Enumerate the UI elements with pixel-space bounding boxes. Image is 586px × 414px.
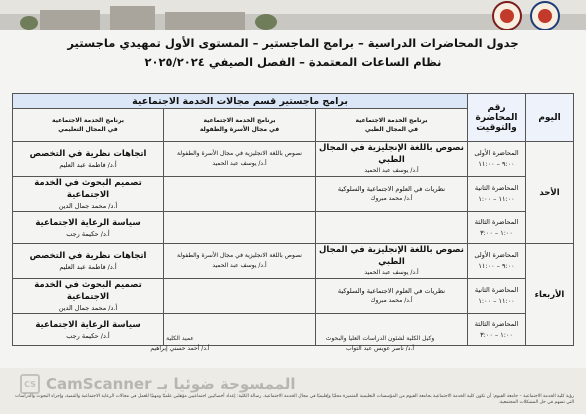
time-header-line2: والتوقيت [476, 122, 517, 133]
dean-signature [110, 334, 250, 354]
slot-label: المحاضرة الأولى [474, 251, 519, 259]
course-name: نظريات في العلوم الاجتماعية والسلوكية [337, 185, 446, 193]
course-name: نصوص باللغة الإنجليزية في المجال الطبي [319, 245, 464, 267]
slot-label: المحاضرة الثالثة [474, 319, 519, 328]
time-cell [468, 142, 526, 177]
course-cell-education [13, 212, 164, 244]
program-family-line2: في مجال الأسرة والطفولة [199, 126, 280, 133]
camscanner-watermark [20, 374, 295, 394]
course-cell-education [13, 177, 164, 212]
vice-dean-signature [300, 334, 460, 354]
time-cell [468, 212, 526, 244]
day-cell: الأحد [526, 142, 574, 244]
building-image [165, 12, 245, 30]
slot-label: المحاضرة الثالثة [474, 217, 519, 226]
instructor-name: أ.د/ يوسف عبد الحميد [364, 167, 419, 174]
time-cell [468, 177, 526, 212]
course-name: سياسة الرعاية الاجتماعية [35, 217, 141, 228]
table-row [13, 212, 574, 244]
course-cell-medical [316, 177, 468, 212]
course-name: نصوص باللغة الإنجليزية في المجال الطبي [319, 143, 464, 165]
schedule-title: جدول المحاضرات الدراسية – برامج الماجستير – المستوى الأول تمهيدي ماجستير [67, 36, 519, 50]
tree-image [255, 14, 277, 30]
course-cell-education [13, 244, 164, 279]
time-cell [468, 279, 526, 314]
program-title: برامج ماجستير قسم مجالات الخدمة الاجتماعية [13, 94, 468, 109]
table-row [13, 244, 574, 279]
slot-time: ١:٠٠ – ٣:٠٠ [480, 330, 513, 339]
dean-title: عميد الكلية [166, 335, 194, 342]
header-banner [0, 0, 586, 30]
slot-time: ١:٠٠ – ٣:٠٠ [480, 228, 513, 237]
program-medical-line2: في المجال الطبي [365, 126, 418, 133]
instructor-name: أ.د/ محمد جمال الدين [58, 202, 118, 210]
building-image [40, 10, 100, 30]
instructor-name: أ.د/ محمد مبروك [370, 195, 413, 202]
program-family-line1: برنامج الخدمة الاجتماعية [203, 117, 276, 124]
slot-time: ١١:٠٠ – ١:٠٠ [478, 195, 515, 203]
day-column-header: اليوم [526, 94, 574, 142]
vice-dean-title: وكيل الكلية لشئون الدراسات العليا والبحوث [325, 335, 435, 342]
instructor-name: أ.د/ حكيمة رجب [66, 229, 110, 238]
instructor-name: أ.د/ يوسف عبد الحميد [212, 160, 267, 167]
course-name: نصوص باللغة الانجليزية في مجال الأسرة والطفولة [177, 252, 302, 259]
course-name: سياسة الرعاية الاجتماعية [35, 319, 141, 330]
instructor-name: أ.د/ فاطمة عبد العليم [59, 263, 117, 271]
instructor-name: أ.د/ محمد مبروك [370, 297, 413, 304]
course-cell-medical [316, 142, 468, 177]
program-education-line2: في المجال التعليمي [58, 126, 118, 133]
footer-note: رؤية كلية الخدمة الاجتماعية – جامعة الفيوم: أن تكون كلية الخدمة الاجتماعية بجامعة الفيوم من المؤسسات التعليمية المتميزة محليًا وإقليميًا في مجال الخدمة الاجتماعية. رسالة الكلية: إعداد أخصائيين اجتماعيين مؤهلين علميًا ومهنيًا للعمل في مجالات الرعاية الاجتماعية والتنمية، وإجراء البحوث والدراسات التي تسهم في حل المشكلات المجتمعية. [15, 394, 574, 405]
program-education-line1: برنامج الخدمة الاجتماعية [52, 117, 124, 124]
time-header-line1: رقم المحاضرة [475, 102, 518, 123]
slot-label: المحاضرة الثانية [474, 286, 519, 294]
schedule-body [13, 142, 574, 346]
university-seal-icon [492, 1, 522, 30]
slot-label: المحاضرة الأولى [474, 149, 519, 157]
building-image [110, 6, 155, 30]
instructor-name: أ.د/ يوسف عبد الحميد [364, 269, 419, 276]
slot-time: ٩:٠٠ – ١١:٠٠ [478, 160, 515, 168]
course-name: تصميم البحوث في الخدمة الاجتماعية [34, 178, 142, 200]
instructor-name: أ.د/ حكيمة رجب [66, 331, 110, 340]
vice-dean-name: أ.د/ ناصر عويس عبد التواب [345, 345, 415, 352]
camscanner-arabic: الممسوحة ضوئيا بـ [157, 375, 296, 393]
course-cell-family [164, 279, 316, 314]
table-row [13, 279, 574, 314]
instructor-name: أ.د/ يوسف عبد الحميد [212, 262, 267, 269]
course-cell-medical [316, 279, 468, 314]
instructor-name: أ.د/ فاطمة عبد العليم [59, 161, 117, 169]
slot-time: ١١:٠٠ – ١:٠٠ [478, 297, 515, 305]
schedule-table [12, 93, 574, 346]
tree-image [20, 16, 38, 30]
course-name: نظريات في العلوم الاجتماعية والسلوكية [337, 287, 446, 295]
slot-label: المحاضرة الثانية [474, 184, 519, 192]
instructor-name: أ.د/ محمد جمال الدين [58, 304, 118, 312]
time-column-header [468, 94, 526, 142]
dean-name: أ.د/ أحمد حسني إبراهيم [150, 345, 210, 352]
course-cell-family [164, 244, 316, 279]
course-name: اتجاهات نظرية في التخصص [29, 251, 147, 261]
schedule-subtitle: نظام الساعات المعتمدة – الفصل الصيفي ٢٠٢٥/٢٠٢٤ [144, 55, 442, 69]
slot-time: ٩:٠٠ – ١١:٠٠ [478, 262, 515, 270]
course-name: تصميم البحوث في الخدمة الاجتماعية [34, 280, 142, 302]
course-cell-family [164, 212, 316, 244]
program-medical-header [316, 109, 468, 142]
footer [0, 368, 586, 414]
time-cell [468, 244, 526, 279]
camscanner-badge-icon: CS [20, 374, 40, 394]
program-medical-line1: برنامج الخدمة الاجتماعية [355, 117, 428, 124]
day-cell: الأربعاء [526, 244, 574, 346]
program-family-header [164, 109, 316, 142]
table-row [13, 142, 574, 177]
course-cell-medical [316, 212, 468, 244]
signatures [0, 334, 586, 364]
faculty-logo-icon [530, 1, 560, 30]
table-row [13, 177, 574, 212]
course-cell-education [13, 279, 164, 314]
camscanner-brand: CamScanner [46, 375, 152, 393]
course-cell-education [13, 142, 164, 177]
course-name: نصوص باللغة الانجليزية في مجال الأسرة والطفولة [177, 150, 302, 157]
program-education-header [13, 109, 164, 142]
course-cell-family [164, 142, 316, 177]
course-cell-medical [316, 244, 468, 279]
course-name: اتجاهات نظرية في التخصص [29, 149, 147, 159]
course-cell-family [164, 177, 316, 212]
